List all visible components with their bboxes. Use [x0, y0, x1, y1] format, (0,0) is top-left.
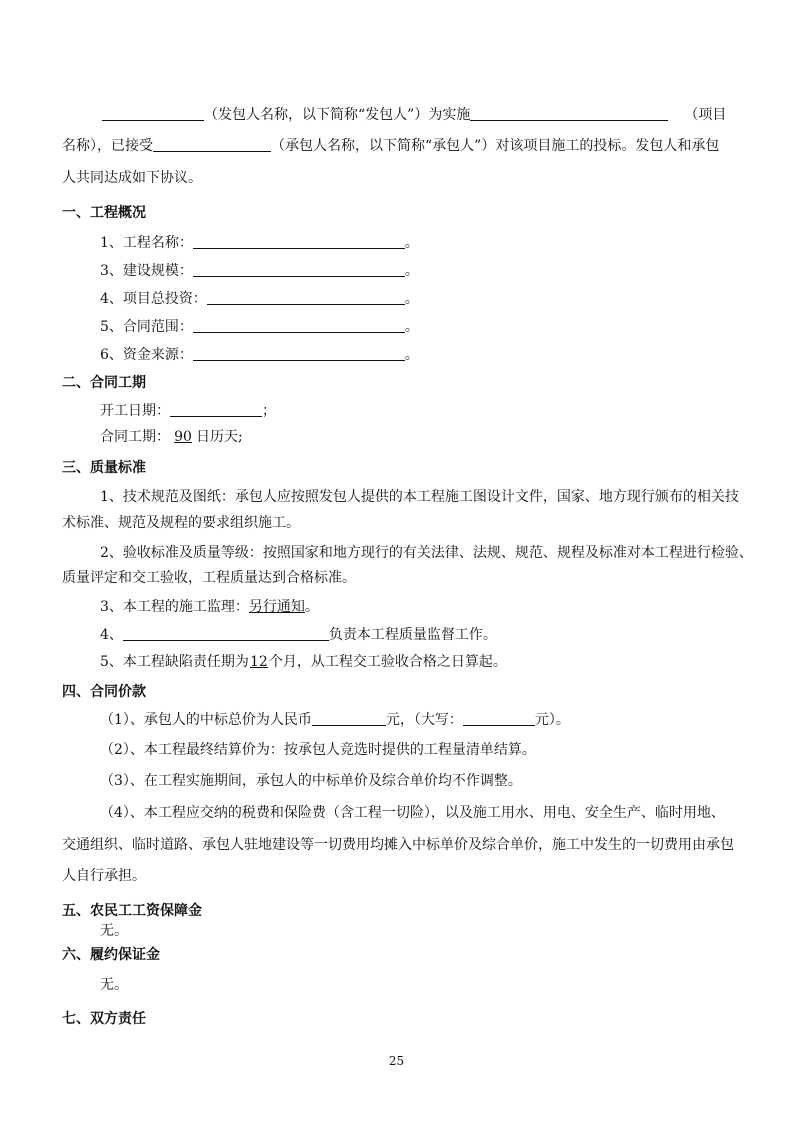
start-date-blank[interactable]: [170, 402, 262, 417]
price-figures-blank[interactable]: [312, 711, 386, 726]
field-blank[interactable]: [193, 262, 405, 277]
p3-text: 3、本工程的施工监理：: [100, 599, 249, 615]
section-4-title: 四、合同价款: [62, 684, 146, 700]
field-blank[interactable]: [193, 346, 405, 361]
section-6-title: 六、履约保证金: [62, 947, 160, 963]
p4-text: 负责本工程质量监督工作。: [328, 627, 497, 643]
s3-p1-line-2: 术标准、规范及规程的要求组织施工。: [62, 515, 300, 531]
p4-text: 4、: [100, 627, 123, 643]
field-blank[interactable]: [193, 234, 405, 249]
s3-p1-line-1: 1、技术规范及图纸：承包人应按照发包人提供的本工程施工图设计文件，国家、地方现行颁布的相关技: [100, 489, 739, 505]
project-name-blank[interactable]: [470, 106, 668, 121]
p1-text: （1）、承包人的中标总价为人民币: [100, 712, 312, 728]
period: 。: [404, 347, 419, 363]
s2-period: [100, 428, 243, 446]
s1-item-scope: [100, 318, 419, 336]
field-label: 5、合同范围：: [100, 319, 193, 335]
period: 。: [404, 291, 419, 307]
intro-text: （承包人名称，以下简称“承包人”）对该项目施工的投标。发包人和承包: [271, 138, 720, 154]
field-label: 合同工期：: [100, 429, 170, 445]
supervision-value: 另行通知: [248, 599, 305, 615]
field-label: 1、工程名称：: [100, 235, 193, 251]
section-1-title: 一、工程概况: [62, 205, 146, 221]
s4-p1: [100, 711, 570, 729]
s4-p4-line-2: 交通组织、临时道路、承包人驻地建设等一切费用均摊入中标单价及综合单价，施工中发生的一切费用由承包: [62, 837, 734, 853]
s1-item-project-name: [100, 234, 419, 252]
intro-line-1: [102, 106, 726, 124]
field-blank[interactable]: [193, 318, 405, 333]
period-unit: 日历天;: [196, 429, 243, 445]
s3-p2-line-1: 2、验收标准及质量等级：按照国家和地方现行的有关法律、法规、规范、规程及标准对本工程进行检验、: [100, 545, 753, 561]
s4-p4-line-3: 人自行承担。: [62, 868, 146, 884]
supervisor-blank[interactable]: [123, 626, 329, 641]
semicolon: ；: [262, 403, 276, 419]
intro-line-3: 人共同达成如下协议。: [62, 170, 202, 186]
p1-text: 元）。: [534, 712, 570, 728]
s2-start-date: [100, 402, 276, 420]
s3-p5: [100, 653, 507, 671]
contractor-name-blank[interactable]: [153, 137, 271, 152]
s3-p4: [100, 626, 497, 644]
s4-p2: （2）、本工程最终结算价为：按承包人竞选时提供的工程量清单结算。: [100, 742, 536, 758]
field-label: 4、项目总投资：: [100, 291, 207, 307]
s4-p4-line-1: （4）、本工程应交纳的税费和保险费（含工程一切险），以及施工用水、用电、安全生产、临时用地、: [100, 805, 725, 821]
period-value: 90: [174, 429, 192, 445]
field-label: 6、资金来源：: [100, 347, 193, 363]
p5-text: 个月，从工程交工验收合格之日算起。: [268, 654, 507, 670]
s1-item-scale: [100, 262, 419, 280]
s1-item-funding: [100, 346, 419, 364]
section-7-title: 七、双方责任: [62, 1011, 146, 1027]
period: 。: [404, 263, 419, 279]
s1-item-investment: [100, 290, 419, 308]
period: 。: [404, 235, 419, 251]
period: 。: [304, 599, 319, 615]
s6-body: 无。: [100, 977, 128, 993]
section-3-title: 三、质量标准: [62, 460, 146, 476]
intro-text: （项目: [684, 107, 727, 123]
s5-body: 无。: [100, 923, 128, 939]
p1-text: 元，（大写：: [385, 712, 463, 728]
field-label: 开工日期：: [100, 403, 170, 419]
field-blank[interactable]: [207, 290, 405, 305]
period: 。: [404, 319, 419, 335]
section-2-title: 二、合同工期: [62, 375, 146, 391]
section-5-title: 五、农民工工资保障金: [62, 903, 202, 919]
p5-text: 5、本工程缺陷责任期为: [100, 654, 249, 670]
liability-months: 12: [250, 654, 268, 670]
s4-p3: （3）、在工程实施期间，承包人的中标单价及综合单价均不作调整。: [100, 773, 522, 789]
field-label: 3、建设规模：: [100, 263, 193, 279]
intro-text: （发包人名称，以下简称“发包人”）为实施: [204, 107, 471, 123]
intro-text: 名称），已接受: [62, 138, 153, 154]
intro-line-2: [62, 137, 719, 155]
employer-name-blank[interactable]: [102, 106, 204, 121]
page-number: 25: [388, 1054, 405, 1068]
price-words-blank[interactable]: [463, 711, 535, 726]
s3-p2-line-2: 质量评定和交工验收，工程质量达到合格标准。: [62, 570, 356, 586]
s3-p3: [100, 598, 319, 616]
